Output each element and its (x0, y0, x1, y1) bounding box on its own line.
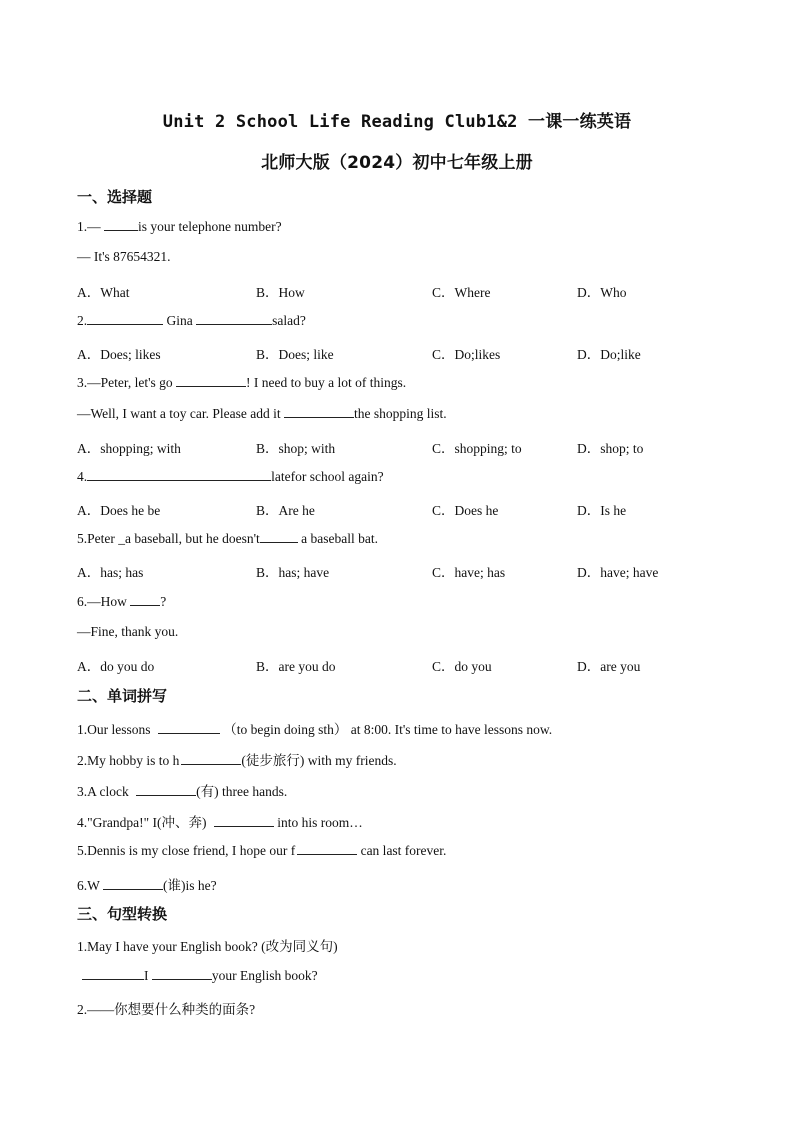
question-text: I (144, 968, 149, 983)
spelling-3 (77, 780, 287, 800)
answer-blank[interactable] (104, 218, 138, 231)
answer-blank[interactable] (130, 593, 160, 606)
q2-option-c[interactable]: C．Do;likes (432, 347, 501, 362)
q3-option-d[interactable]: D．shop; to (577, 441, 644, 456)
answer-blank[interactable] (284, 405, 354, 418)
spelling-6 (77, 874, 217, 894)
answer-blank[interactable] (103, 877, 163, 890)
q3-option-b[interactable]: B．shop; with (256, 441, 336, 456)
q4-option-a[interactable]: A．Does he be (77, 503, 161, 518)
q5-option-c[interactable]: C．have; has (432, 565, 506, 580)
question-text: 6.—How (77, 594, 127, 609)
q3-option-a[interactable]: A．shopping; with (77, 441, 181, 456)
spelling-2 (77, 749, 397, 769)
transform-2: 2.——你想要什么种类的面条? (77, 1002, 256, 1017)
question-text: 3.—Peter, let's go (77, 375, 173, 390)
document-subtitle: 北师大版（2024）初中七年级上册 (261, 153, 533, 173)
q4-option-d[interactable]: D．Is he (577, 503, 627, 518)
answer-blank[interactable] (176, 374, 246, 387)
q6-option-a[interactable]: A．do you do (77, 659, 155, 674)
q2-option-a[interactable]: A．Does; likes (77, 347, 161, 362)
question-text: your English book? (211, 968, 318, 983)
answer-blank[interactable] (87, 468, 271, 481)
question-text: 3.A clock (77, 784, 129, 799)
question-text: （to begin doing sth） at 8:00. It's time to have lessons now. (223, 722, 553, 737)
question-6-reply: —Fine, thank you. (77, 624, 179, 639)
question-text: (谁)is he? (163, 878, 217, 893)
question-text: 2. (77, 313, 88, 328)
q6-option-b[interactable]: B．are you do (256, 659, 336, 674)
answer-blank[interactable] (87, 312, 163, 325)
question-text: can last forever. (360, 843, 447, 858)
q6-option-c[interactable]: C．do you (432, 659, 492, 674)
question-text: ? (160, 594, 167, 609)
question-3 (77, 374, 406, 391)
question-text: 4."Grandpa!" I(冲、奔) (77, 815, 207, 830)
section-heading-multiple-choice: 一、选择题 (77, 188, 153, 206)
question-5 (77, 530, 378, 547)
spelling-5 (77, 842, 446, 859)
question-text: 2.My hobby is to h (77, 753, 180, 768)
answer-blank[interactable] (82, 967, 144, 980)
q1-option-d[interactable]: D．Who (577, 285, 627, 300)
question-3-reply (77, 405, 447, 422)
answer-blank[interactable] (260, 530, 298, 543)
question-text: 5.Peter _a baseball, but he doesn't (77, 531, 260, 546)
question-text: —Well, I want a toy car. Please add it (77, 406, 281, 421)
transform-1: 1.May I have your English book? (改为同义句) (77, 939, 338, 954)
answer-blank[interactable] (214, 814, 274, 827)
question-text: 6.W (77, 878, 100, 893)
q1-option-b[interactable]: B．How (256, 285, 305, 300)
question-text: late (271, 469, 291, 484)
question-text: is your telephone number? (138, 219, 282, 234)
question-1 (77, 218, 282, 235)
question-text: 5.Dennis is my close friend, I hope our f (77, 843, 296, 858)
answer-blank[interactable] (196, 312, 272, 325)
question-text: Gina (166, 313, 193, 328)
question-text: the shopping list. (353, 406, 447, 421)
spelling-4 (77, 811, 363, 831)
q5-option-b[interactable]: B．has; have (256, 565, 330, 580)
q3-option-c[interactable]: C．shopping; to (432, 441, 522, 456)
question-text: salad? (272, 313, 306, 328)
question-text: ! I need to buy a lot of things. (246, 375, 407, 390)
transform-1-answer (82, 967, 318, 984)
q2-option-d[interactable]: D．Do;like (577, 347, 641, 362)
spelling-1 (77, 718, 552, 738)
answer-blank[interactable] (158, 721, 220, 734)
q1-option-a[interactable]: A．What (77, 285, 130, 300)
answer-blank[interactable] (152, 967, 212, 980)
q1-option-c[interactable]: C．Where (432, 285, 491, 300)
question-text: 1.Our lessons (77, 722, 151, 737)
section-heading-sentence-transform: 三、句型转换 (77, 905, 168, 923)
answer-blank[interactable] (181, 752, 241, 765)
q5-option-d[interactable]: D．have; have (577, 565, 659, 580)
question-4 (77, 468, 384, 485)
q4-option-c[interactable]: C．Does he (432, 503, 499, 518)
question-text: a baseball bat. (301, 531, 378, 546)
question-6 (77, 593, 166, 610)
section-heading-spelling: 二、单词拼写 (77, 687, 168, 705)
question-text: 4. (77, 469, 88, 484)
question-text: (徒步旅行) with my friends. (241, 753, 397, 768)
question-text: into his room… (277, 815, 363, 830)
q6-option-d[interactable]: D．are you (577, 659, 641, 674)
q5-option-a[interactable]: A．has; has (77, 565, 144, 580)
answer-blank[interactable] (136, 783, 196, 796)
question-text: (有) three hands. (196, 784, 288, 799)
question-text: for school again? (290, 469, 384, 484)
question-text: 1.— (77, 219, 101, 234)
question-2 (77, 312, 306, 329)
document-title: Unit 2 School Life Reading Club1&2 一课一练英语 (162, 112, 632, 132)
q4-option-b[interactable]: B．Are he (256, 503, 315, 518)
question-1-reply: — It's 87654321. (77, 249, 171, 264)
q2-option-b[interactable]: B．Does; like (256, 347, 334, 362)
answer-blank[interactable] (297, 842, 357, 855)
